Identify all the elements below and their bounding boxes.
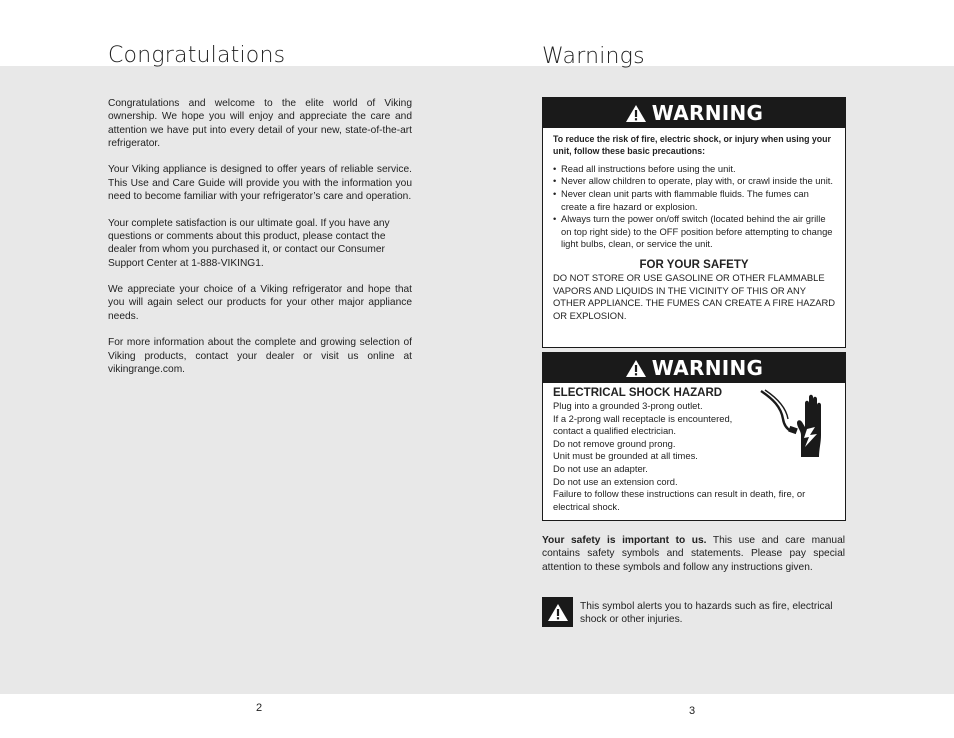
paragraph: Your Viking appliance is designed to offer years of reliable service. This Use and Care Guide will provide you with the information you need to become familiar with your refrigerator’s care and operation. — [108, 164, 412, 203]
warning-header-label: WARNING — [651, 356, 764, 380]
for-your-safety-text: DO NOT STORE OR USE GASOLINE OR OTHER FLAMMABLE VAPORS AND LIQUIDS IN THE VICINITY OF THIS OR ANY OTHER APPLIANCE. THE FUMES CAN CREATE A FIRE HAZARD OR EXPLOSION. — [553, 271, 835, 321]
warning-box-general — [542, 97, 846, 348]
electric-shock-hand-icon — [759, 389, 835, 461]
list-item: • Never allow children to operate, play with, or crawl inside the unit. — [553, 175, 835, 188]
page-title-warnings: Warnings — [542, 44, 645, 69]
warning-triangle-icon — [625, 104, 647, 123]
electrical-shock-heading: ELECTRICAL SHOCK HAZARD — [553, 387, 723, 399]
instruction-line: Do not remove ground prong. — [553, 437, 676, 449]
for-your-safety-heading: FOR YOUR SAFETY — [639, 258, 749, 271]
safety-body: This use and care manual contains safety symbols and statements. Please pay special attention to these symbols and follow any instructions given. — [542, 535, 845, 573]
warning-header — [543, 353, 845, 383]
page-title-congratulations: Congratulations — [108, 43, 286, 68]
warning-header — [543, 98, 845, 128]
precautions-list — [553, 163, 835, 251]
paragraph: We appreciate your choice of a Viking refrigerator and hope that you will again select our products for your other major appliance needs. — [108, 284, 412, 322]
paragraph: Congratulations and welcome to the elite world of Viking ownership. We hope you will enjoy and appreciate the care and attention we have put into every detail of your new, state-of-the-art refrigerator. — [108, 98, 412, 149]
instruction-line: Do not use an extension cord. — [553, 475, 678, 487]
instruction-line: contact a qualified electrician. — [553, 425, 676, 437]
congratulations-body — [108, 97, 412, 390]
list-item: • Read all instructions before using the unit. — [553, 163, 835, 176]
instruction-line: If a 2-prong wall receptacle is encountered, — [553, 412, 733, 424]
page-number-left: 2 — [256, 702, 263, 714]
warning-header-label: WARNING — [651, 101, 764, 125]
warning-intro: To reduce the risk of fire, electric shock, or injury when using your unit, follow these basic precautions: — [553, 134, 831, 157]
page-number-right: 3 — [689, 705, 696, 717]
instruction-line: Do not use an adapter. — [553, 462, 648, 474]
instruction-line: Unit must be grounded at all times. — [553, 450, 698, 462]
warning-triangle-icon — [547, 603, 569, 622]
warning-triangle-icon — [625, 359, 647, 378]
symbol-explanation: This symbol alerts you to hazards such as fire, electrical shock or other injuries. — [580, 601, 833, 626]
warning-box-electrical — [542, 352, 846, 521]
instruction-line: Failure to follow these instructions can result in death, fire, or electrical shock. — [553, 488, 806, 512]
paragraph: For more information about the complete and growing selection of Viking products, contact your dealer or visit us online at vikingrange.com. — [108, 337, 412, 375]
instruction-line: Plug into a grounded 3-prong outlet. — [553, 400, 703, 411]
list-item: • Never clean unit parts with flammable fluids. The fumes can create a fire hazard or explosion. — [553, 188, 835, 213]
list-item: • Always turn the power on/off switch (located behind the air grille on top right side) to the OFF position before attempting to change light bulbs, clean, or service the unit. — [553, 213, 835, 251]
safety-lead: Your safety is important to us. — [542, 535, 707, 546]
paragraph: Your complete satisfaction is our ultimate goal. If you have any questions or comments about this product, please contact the dealer from whom you purchased it, or contact our Consumer Support Center at 1-888-VIKING1. — [108, 217, 390, 269]
warning-symbol-box — [542, 597, 573, 627]
safety-importance-text — [542, 534, 845, 574]
